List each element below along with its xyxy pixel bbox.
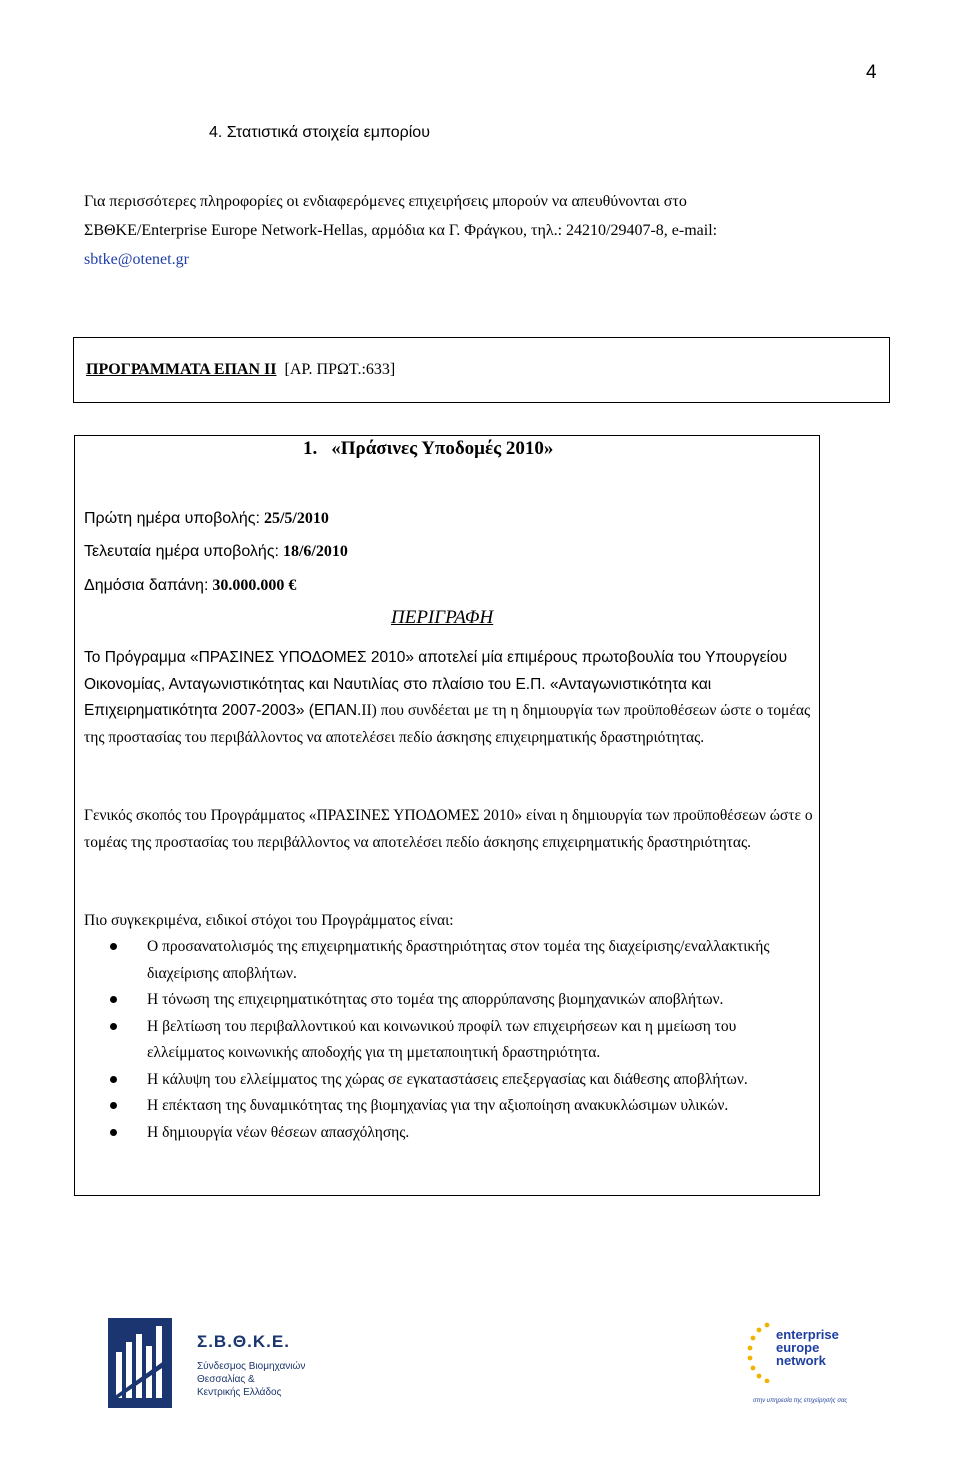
- page-number: 4: [866, 62, 877, 83]
- sbtke-name-line: Θεσσαλίας &: [197, 1374, 255, 1385]
- list-item: [110, 1014, 810, 1067]
- factory-icon: [108, 1318, 172, 1408]
- sbtke-name-line: Σύνδεσμος Βιομηχανιών: [197, 1361, 306, 1372]
- goal-text: Ο προσανατολισμός της επιχειρηματικής δραστηριότητας στον τομέα της διαχείρισης/εναλλακτικής διαχείρισης αποβλήτων.: [147, 938, 770, 982]
- field-last-day: [84, 543, 348, 561]
- goal-text: Η κάλυψη του ελλείμματος της χώρας σε εγκαταστάσεις επεξεργασίας και διάθεσης αποβλήτων.: [147, 1070, 748, 1088]
- bullet-icon: [110, 1129, 117, 1136]
- bullet-icon: [110, 943, 117, 950]
- paragraph-1-part-a: Το Πρόγραμμα «ΠΡΑΣΙΝΕΣ ΥΠΟΔΟΜΕΣ 2010» αποτελεί μία επιμέρους πρωτοβουλία του Υπουργείου Οικονομίας, Ανταγωνιστικότητας και Ναυτιλίας στο πλαίσιο του Ε.Π. «Ανταγωνιστικότητα και Επιχειρηματικότητα 2007-2003» (ΕΠΑΝ.: [84, 649, 788, 719]
- list-item: [110, 934, 810, 987]
- section-heading: 4. Στατιστικά στοιχεία εμπορίου: [209, 124, 430, 141]
- sbtke-full-name: [197, 1360, 357, 1399]
- field-public-spending: [84, 577, 296, 595]
- sbtke-abbreviation: Σ.Β.Θ.Κ.Ε.: [197, 1332, 290, 1351]
- goals-list: [110, 934, 810, 1146]
- field-label: Δημόσια δαπάνη:: [84, 577, 209, 594]
- program-title: [303, 438, 553, 460]
- stars-icon: [745, 1321, 775, 1383]
- field-value: 18/6/2010: [282, 543, 348, 560]
- paragraph-1-part-b: ΙΙ) που συνδέεται με τη η δημιουργία των προϋποθέσεων ώστε ο τομέας της προστασίας του περιβάλλοντος να αποτελέσει πεδίο άσκησης επιχειρηματικής δραστηριότητας.: [84, 702, 811, 746]
- program-ref: [ΑΡ. ΠΡΩΤ.:633]: [284, 361, 396, 378]
- bullet-icon: [110, 996, 117, 1003]
- een-word: network: [776, 1353, 826, 1368]
- field-label: Τελευταία ημέρα υποβολής:: [84, 543, 279, 560]
- program-title-text: «Πράσινες Υποδομές 2010»: [331, 438, 554, 459]
- field-value: 25/5/2010: [263, 510, 329, 527]
- intro-line-1: Για περισσότερες πληροφορίες οι ενδιαφερόμενες επιχειρήσεις μπορούν να απευθύνονται στο: [84, 193, 687, 210]
- description-heading: ΠΕΡΙΓΡΑΦΗ: [391, 607, 494, 628]
- field-value: 30.000.000 €: [212, 577, 297, 594]
- goal-text: Η επέκταση της δυναμικότητας της βιομηχανίας για την αξιοποίηση ανακυκλώσιμων υλικών.: [147, 1097, 729, 1114]
- field-label: Πρώτη ημέρα υποβολής:: [84, 510, 260, 527]
- een-wordmark: [776, 1328, 839, 1367]
- program-number: 1.: [303, 438, 318, 459]
- goal-text: Η βελτίωση του περιβαλλοντικού και κοινωνικού προφίλ των επιχειρήσεων και η μμείωση του ελλείμματος κοινωνικής αποδοχής για τη μμεταποιητική δραστηριότητα.: [147, 1017, 737, 1061]
- bullet-icon: [110, 1102, 117, 1109]
- description-paragraph-2: Γενικός σκοπός του Προγράμματος «ΠΡΑΣΙΝΕΣ ΥΠΟΔΟΜΕΣ 2010» είναι η δημιουργία των προϋποθέσεων ώστε ο τομέας της προστασίας του περιβάλλοντος να αποτελέσει πεδίο άσκησης επιχειρηματικής δραστηριότητας.: [84, 807, 813, 851]
- bullet-icon: [110, 1023, 117, 1030]
- list-item: [110, 1067, 810, 1094]
- bullet-icon: [110, 1076, 117, 1083]
- intro-line-2: ΣΒΘΚΕ/Enterprise Europe Network-Hellas, αρμόδια κα Γ. Φράγκου, τηλ.: 24210/29407-8, e-mail:: [84, 222, 718, 239]
- list-item: [110, 987, 810, 1014]
- program-name: ΠΡΟΓΡΑΜΜΑΤΑ ΕΠΑΝ ΙΙ: [86, 361, 277, 378]
- een-word: europe: [776, 1340, 820, 1355]
- enterprise-europe-network-logo: [745, 1317, 855, 1412]
- een-word: enterprise: [776, 1327, 839, 1342]
- email-link[interactable]: sbtke@otenet.gr: [84, 251, 189, 268]
- goals-intro: Πιο συγκεκριμένα, ειδικοί στόχοι του Προγράμματος είναι:: [84, 912, 454, 929]
- description-paragraph-1: [84, 645, 814, 751]
- een-tagline: στην υπηρεσία της επιχείρησής σας: [753, 1398, 848, 1404]
- program-box: [73, 337, 890, 403]
- list-item: [110, 1120, 810, 1147]
- list-item: [110, 1093, 810, 1120]
- goal-text: Η δημιουργία νέων θέσεων απασχόλησης.: [147, 1123, 410, 1141]
- field-first-day: [84, 510, 329, 528]
- goal-text: Η τόνωση της επιχειρηματικότητας στο τομέα της απορρύπανσης βιομηχανικών αποβλήτων.: [147, 991, 724, 1008]
- sbtke-name-line: Κεντρικής Ελλάδος: [197, 1387, 282, 1398]
- intro-paragraph: [84, 187, 884, 274]
- sbtke-logo: [108, 1318, 358, 1408]
